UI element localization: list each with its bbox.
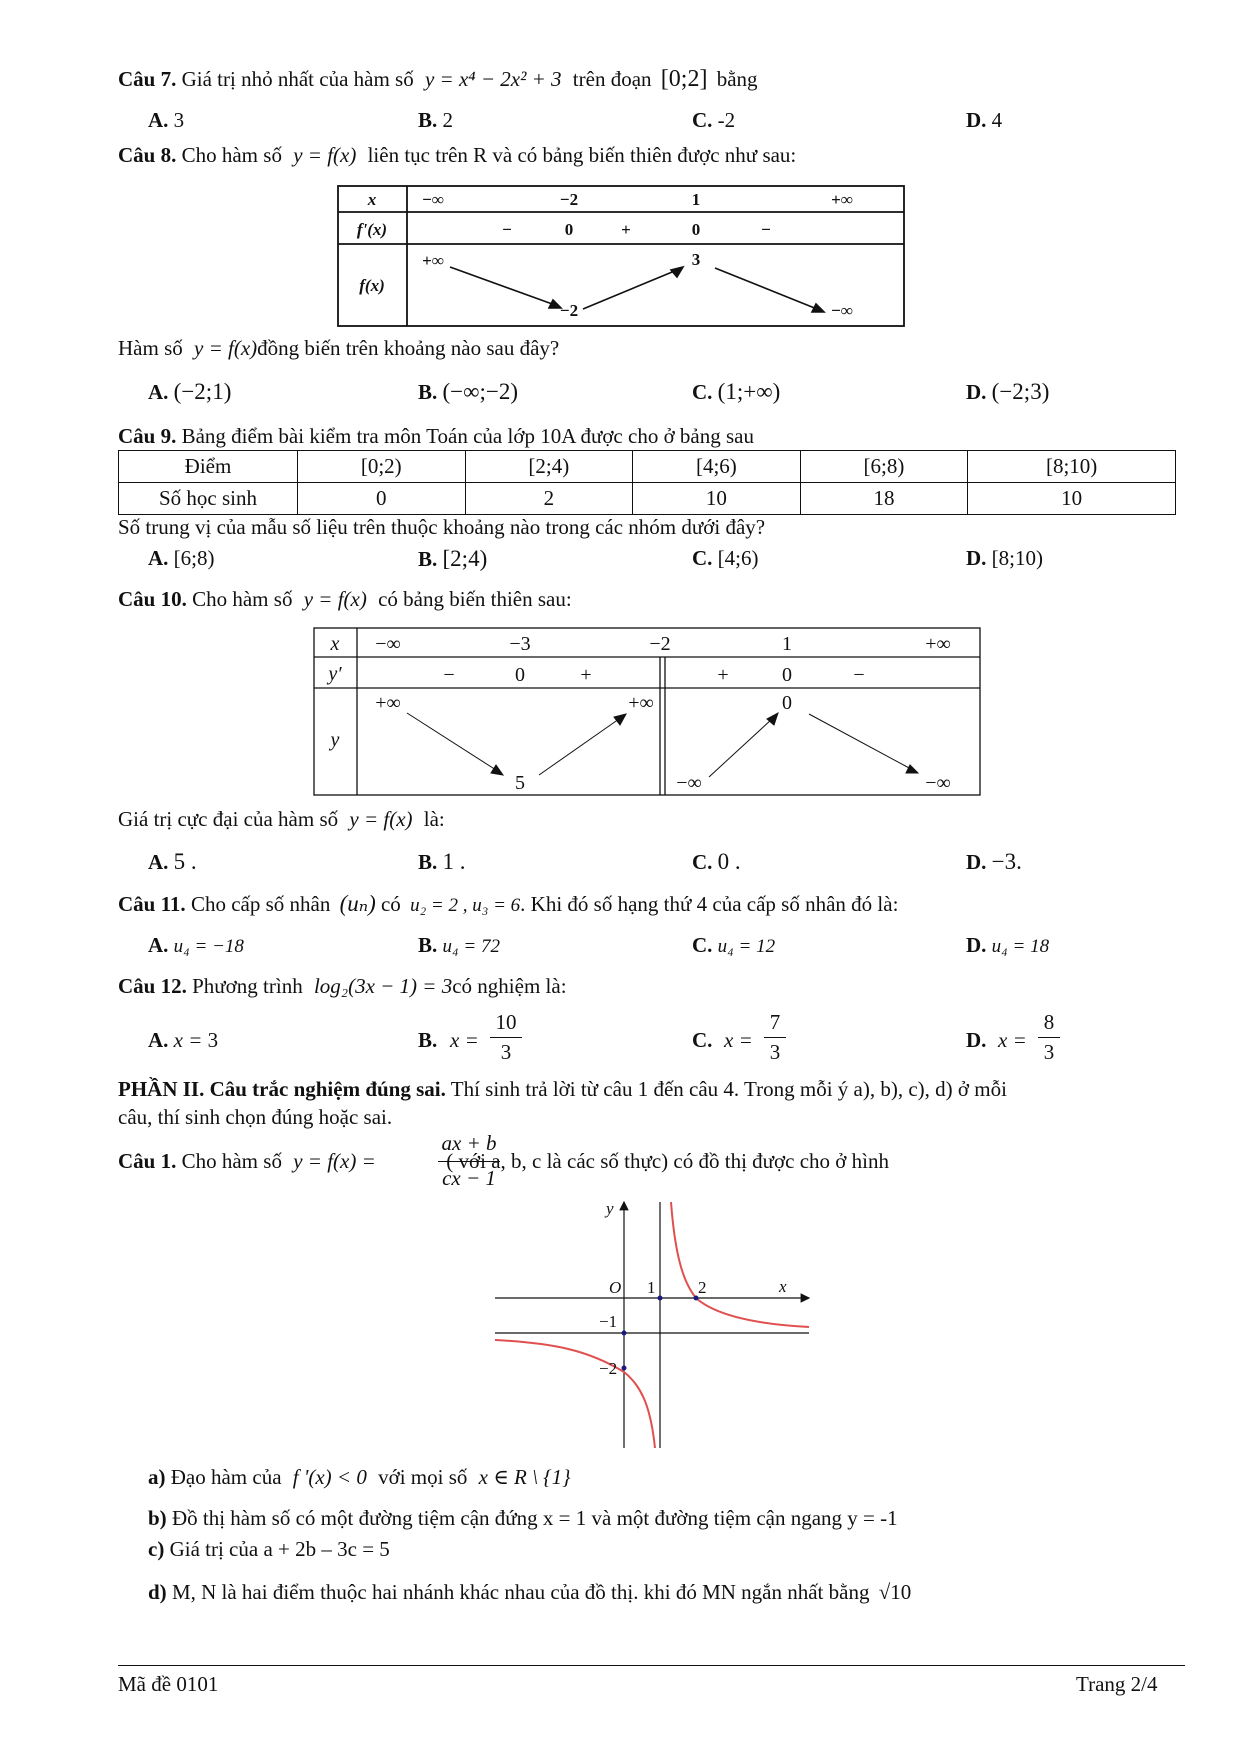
- curve-branch-right: [671, 1202, 809, 1327]
- q7-option-c[interactable]: C. -2: [692, 108, 736, 132]
- q10-x-val: −2: [649, 633, 671, 655]
- graph-y-label: y: [606, 1200, 614, 1218]
- q10-option-b[interactable]: B. 1 .: [418, 849, 466, 874]
- q8-question-formula: y = f(x): [194, 336, 258, 360]
- q9-option-b[interactable]: B. [2;4): [418, 546, 488, 571]
- p2q1-item-d-formula: √10: [878, 1580, 912, 1604]
- q9-score-table: [118, 450, 1176, 515]
- q11-stem: Câu 11. Cho cấp số nhân (uₙ) có u₂ = 2 , u₃ = 6. Khi đó số hạng thứ 4 của cấp số nhân đó là:: [118, 891, 899, 916]
- p2q1-item-a-set: x ∈ R \ {1}: [478, 1465, 571, 1489]
- q12-label: Câu 12.: [118, 974, 187, 998]
- q10-x-val: −3: [509, 633, 531, 655]
- q8-x-val: +∞: [831, 190, 853, 209]
- q9-option-d[interactable]: D. [8;10): [966, 546, 1043, 570]
- q8-row-f: f(x): [359, 276, 385, 295]
- graph-tick-m1: −1: [599, 1312, 618, 1331]
- q9-question: Số trung vị của mẫu số liệu trên thuộc khoảng nào trong các nhóm dưới đây?: [118, 515, 766, 539]
- q12-equation: log₂(3x − 1) = 3: [313, 974, 453, 998]
- q9-header-row: [119, 451, 1176, 483]
- q9-data-cell: 0: [298, 483, 466, 515]
- q10-sign: −: [853, 664, 865, 686]
- point-0-m1: [622, 1331, 627, 1336]
- q10-y-val: −∞: [925, 772, 951, 794]
- q7-stem: Câu 7. Giá trị nhỏ nhất của hàm số y = x⁴ − 2x² + 3 trên đoạn [0;2] bằng: [118, 66, 758, 92]
- q11-option-c[interactable]: C. u₄ = 12: [692, 933, 776, 957]
- q9-data-cell: Số học sinh: [119, 483, 298, 515]
- q7-label: Câu 7.: [118, 67, 177, 91]
- q9-header-cell: [8;10): [968, 451, 1176, 483]
- q8-option-b[interactable]: B. (−∞;−2): [418, 379, 519, 404]
- q9-data-cell: 10: [968, 483, 1176, 515]
- q12-stem: Câu 12. Phương trình log₂(3x − 1) = 3có nghiệm là:: [118, 974, 567, 998]
- q11-sequence: (uₙ): [339, 891, 376, 916]
- q9-header-cell: Điểm: [119, 451, 298, 483]
- q8-f-val: 3: [691, 250, 701, 269]
- curve-branch-left: [495, 1340, 655, 1448]
- footer-exam-code: Mã đề 0101: [118, 1672, 219, 1696]
- q8-option-c[interactable]: C. (1;+∞): [692, 379, 781, 404]
- q10-option-c[interactable]: C. 0 .: [692, 849, 741, 874]
- q8-sign: −: [761, 220, 771, 239]
- q8-f-val: −∞: [831, 301, 853, 320]
- q8-formula: y = f(x): [293, 143, 357, 167]
- q8-f-val: +∞: [422, 251, 444, 270]
- q8-option-a[interactable]: A. (−2;1): [148, 379, 232, 404]
- q10-y-val: 0: [782, 692, 792, 714]
- q10-x-val: +∞: [925, 633, 951, 655]
- q8-label: Câu 8.: [118, 143, 177, 167]
- p2q1-label: Câu 1.: [118, 1149, 177, 1173]
- graph-origin: O: [609, 1278, 622, 1297]
- q9-data-cell: 2: [465, 483, 633, 515]
- q9-option-c[interactable]: C. [4;6): [692, 546, 759, 570]
- q10-y-val: +∞: [628, 692, 654, 714]
- q11-option-a[interactable]: A. u₄ = −18: [148, 933, 244, 957]
- q10-question: Giá trị cực đại của hàm số y = f(x) là:: [118, 807, 445, 831]
- p2q1-item-a: a) Đạo hàm của f '(x) < 0 với mọi số x ∈ R \ {1}: [148, 1465, 571, 1489]
- p2q1-fraction-den: cx − 1: [442, 1166, 496, 1190]
- q8-sign: 0: [564, 220, 574, 239]
- q10-sign: +: [580, 664, 592, 686]
- q10-sign: −: [443, 664, 455, 686]
- p2q1-item-a-formula: f '(x) < 0: [292, 1465, 367, 1489]
- graph-x-label: x: [779, 1277, 787, 1296]
- graph-tick-2: 2: [698, 1278, 707, 1297]
- footer-divider: [118, 1665, 1185, 1666]
- q10-option-a[interactable]: A. 5 .: [148, 849, 197, 874]
- q8-row-x: x: [367, 190, 377, 209]
- graph-tick-1: 1: [647, 1278, 656, 1297]
- q9-label: Câu 9.: [118, 424, 177, 448]
- q10-y-val: −∞: [676, 772, 702, 794]
- q8-variation-table: [337, 185, 905, 327]
- q8-sign: +: [621, 220, 631, 239]
- p2q1-item-b: b) Đồ thị hàm số có một đường tiệm cận đứng x = 1 và một đường tiệm cận ngang y = -1: [148, 1506, 898, 1530]
- q9-header-cell: [4;6): [633, 451, 801, 483]
- part2-heading: PHẦN II. Câu trắc nghiệm đúng sai.: [118, 1077, 446, 1101]
- p2q1-fraction-num: ax + b: [441, 1131, 497, 1155]
- q8-x-val: −2: [559, 190, 579, 209]
- q11-label: Câu 11.: [118, 892, 186, 916]
- q7-option-a[interactable]: A. 3: [148, 108, 185, 132]
- q10-label: Câu 10.: [118, 587, 187, 611]
- p2q1-stem: Câu 1. Cho hàm số y = f(x) = ( với a, b, c là các số thực) có đồ thị được cho ở hình: [118, 1149, 889, 1173]
- q8-x-val: −∞: [422, 190, 444, 209]
- q10-x-val: −∞: [375, 633, 401, 655]
- q7-formula: y = x⁴ − 2x² + 3: [424, 67, 562, 91]
- q10-row-x: x: [330, 633, 340, 655]
- p2q1-formula: y = f(x) =: [293, 1149, 376, 1173]
- q9-header-cell: [0;2): [298, 451, 466, 483]
- q8-row-fp: f'(x): [356, 220, 388, 239]
- q9-stem: Câu 9. Bảng điểm bài kiểm tra môn Toán của lớp 10A được cho ở bảng sau: [118, 424, 754, 448]
- q10-sign: 0: [782, 664, 792, 686]
- q7-option-d[interactable]: D. 4: [966, 108, 1003, 132]
- q8-option-d[interactable]: D. (−2;3): [966, 379, 1050, 404]
- q12-option-a[interactable]: A. x = 3: [148, 1028, 219, 1052]
- q10-row-y: y: [330, 729, 340, 751]
- q10-formula: y = f(x): [303, 587, 367, 611]
- q10-sign: +: [717, 664, 729, 686]
- p2q1-item-c: c) Giá trị của a + 2b – 3c = 5: [148, 1537, 390, 1561]
- q8-sign: −: [502, 220, 512, 239]
- p2q1-fraction-bar: [438, 1161, 500, 1162]
- q11-given: u₂ = 2 , u₃ = 6: [410, 895, 521, 916]
- q8-f-val: −2: [559, 301, 579, 320]
- q8-question: Hàm số y = f(x)đồng biến trên khoảng nào sau đây?: [118, 336, 560, 360]
- point-0-m2: [622, 1366, 627, 1371]
- graph-tick-m2: −2: [599, 1359, 618, 1378]
- q8-sign: 0: [691, 220, 701, 239]
- q10-variation-table: [313, 627, 981, 797]
- q8-stem: Câu 8. Cho hàm số y = f(x) liên tục trên R và có bảng biến thiên được như sau:: [118, 143, 797, 167]
- p2q1-item-d: d) M, N là hai điểm thuộc hai nhánh khác nhau của đồ thị. khi đó MN ngắn nhất bằng √10: [148, 1580, 912, 1604]
- part2-intro: PHẦN II. Câu trắc nghiệm đúng sai. Thí sinh trả lời từ câu 1 đến câu 4. Trong mỗi ý a), b), c), d) ở mỗi: [118, 1077, 1007, 1101]
- q9-data-cell: 10: [633, 483, 801, 515]
- q8-x-val: 1: [691, 190, 701, 209]
- q10-x-val: 1: [782, 633, 792, 655]
- q9-option-a[interactable]: A. [6;8): [148, 546, 215, 570]
- q9-data-cell: 18: [800, 483, 968, 515]
- q10-option-d[interactable]: D. −3.: [966, 849, 1022, 874]
- q10-sign: 0: [515, 664, 525, 686]
- point-1-0: [658, 1296, 663, 1301]
- q7-option-b[interactable]: B. 2: [418, 108, 454, 132]
- q9-data-row: [119, 483, 1176, 515]
- q7-interval: [0;2]: [660, 66, 708, 92]
- q10-question-formula: y = f(x): [349, 807, 413, 831]
- q10-row-yp: y′: [328, 663, 342, 685]
- q11-option-b[interactable]: B. u₄ = 72: [418, 933, 500, 957]
- q10-y-val: 5: [515, 772, 525, 794]
- p2q1-graph: [493, 1200, 813, 1448]
- footer-page-number: Trang 2/4: [1076, 1672, 1158, 1696]
- q10-stem: Câu 10. Cho hàm số y = f(x) có bảng biến thiên sau:: [118, 587, 572, 611]
- q10-y-val: +∞: [375, 692, 401, 714]
- q9-header-cell: [2;4): [465, 451, 633, 483]
- q11-option-d[interactable]: D. u₄ = 18: [966, 933, 1050, 957]
- q9-header-cell: [6;8): [800, 451, 968, 483]
- part2-intro-line2: câu, thí sinh chọn đúng hoặc sai.: [118, 1105, 393, 1129]
